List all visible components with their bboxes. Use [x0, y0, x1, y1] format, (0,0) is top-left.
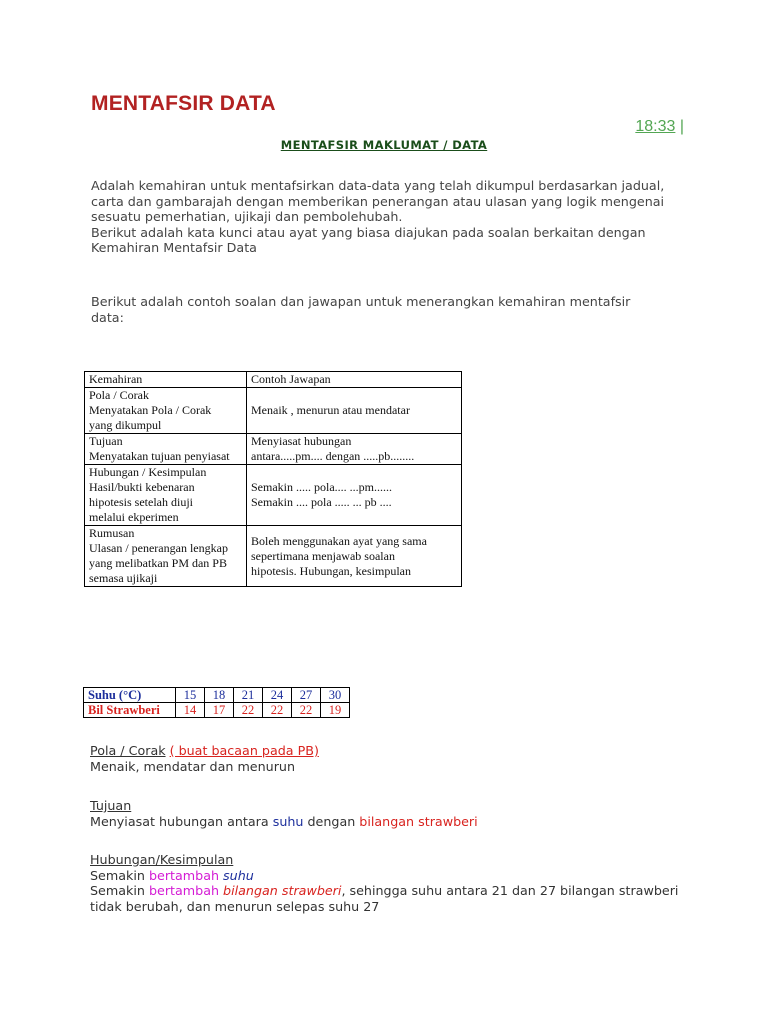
section-text [90, 883, 730, 899]
cell-line: Hasil/bukti kebenaran [89, 480, 195, 494]
keyword-bertambah: bertambah [148, 867, 220, 883]
cell-line: Semakin ..... pola.... ...pm...... [251, 480, 392, 494]
cell-line: Menyatakan tujuan penyiasat [89, 449, 230, 463]
subtitle: MENTAFSIR MAKLUMAT / DATA [280, 138, 488, 152]
answer-cell [247, 465, 462, 526]
cell-line: Ulasan / penerangan lengkap [89, 541, 228, 555]
table-row [85, 434, 462, 465]
cell-line: Menaik , menurun atau mendatar [251, 403, 410, 417]
table-row [85, 465, 462, 526]
cell-line: semasa ujikaji [89, 571, 158, 585]
time-link[interactable]: 18:33 [635, 118, 676, 135]
section-pola [90, 743, 730, 774]
text-span: Menyiasat hubungan antara [90, 813, 273, 829]
data-cell: 21 [234, 688, 263, 703]
skill-cell [85, 434, 247, 465]
keyword-bertambah: bertambah [148, 883, 220, 899]
cell-line: Tujuan [89, 434, 123, 448]
text-line: data: [91, 309, 124, 325]
data-cell: 22 [234, 703, 263, 718]
page-title: MENTAFSIR DATA [91, 92, 276, 115]
answer-cell [247, 434, 462, 465]
data-cell: 14 [176, 703, 205, 718]
temperature-row [84, 688, 350, 703]
data-cell: 22 [292, 703, 321, 718]
keyword-bilangan-strawberi: bilangan strawberi [359, 813, 478, 829]
keyword-suhu: suhu [272, 813, 304, 829]
data-cell: 24 [263, 688, 292, 703]
row-label: Suhu (°C) [84, 688, 176, 703]
text-span: dengan [303, 813, 360, 829]
text-span: Semakin [90, 883, 149, 899]
keyword-bilangan-strawberi: bilangan strawberi [219, 883, 342, 899]
section-tujuan [90, 798, 730, 829]
section-text [90, 868, 730, 884]
data-cell: 17 [205, 703, 234, 718]
text-line: Kemahiran Mentafsir Data [91, 240, 257, 256]
cell-line: yang melibatkan PM dan PB [89, 556, 227, 570]
table-header-row [85, 372, 462, 388]
cell-line: yang dikumpul [89, 418, 162, 432]
cell-line: Rumusan [89, 526, 135, 540]
data-cell: 22 [263, 703, 292, 718]
skill-cell [85, 388, 247, 434]
header-cell: Contoh Jawapan [247, 372, 462, 388]
section-heading: Pola / Corak [90, 743, 166, 758]
cell-line: sepertimana menjawab soalan [251, 548, 395, 563]
text-line: carta dan gambarajah dengan memberikan penerangan atau ulasan yang logik mengenai [91, 193, 665, 209]
cell-line: Hubungan / Kesimpulan [89, 465, 207, 479]
section-text [90, 814, 730, 830]
text-line: Adalah kemahiran untuk mentafsirkan data-data yang telah dikumpul berdasarkan jadual, [91, 178, 665, 193]
keyword-suhu: suhu [219, 867, 254, 883]
section-heading: Tujuan [90, 798, 132, 813]
data-cell: 15 [176, 688, 205, 703]
section-hubungan [90, 852, 730, 914]
skill-cell [85, 526, 247, 587]
table-row [85, 388, 462, 434]
section-heading: Hubungan/Kesimpulan [90, 852, 234, 867]
row-label: Bil Strawberi [84, 703, 176, 718]
strawberry-row [84, 703, 350, 718]
text-line: sesuatu pemerhatian, ujikaji dan pembolehubah. [91, 209, 403, 225]
data-table [83, 687, 350, 718]
cell-line: melalui ekperimen [89, 510, 179, 524]
text-line: Berikut adalah contoh soalan dan jawapan untuk menerangkan kemahiran mentafsir [91, 294, 631, 309]
answer-cell [247, 526, 462, 587]
header-cell: Kemahiran [85, 372, 247, 388]
intro-paragraph-2 [91, 294, 691, 325]
text-span: Semakin [90, 867, 149, 883]
section-text: Menaik, mendatar dan menurun [90, 758, 295, 774]
skill-cell [85, 465, 247, 526]
cell-line: antara.....pm.... dengan .....pb........ [251, 449, 415, 463]
cell-line: Pola / Corak [89, 388, 149, 402]
cell-line: Menyiasat hubungan [251, 434, 352, 448]
intro-paragraph-1 [91, 178, 691, 256]
cell-line: hipotesis setelah diuji [89, 495, 193, 509]
answer-cell [247, 388, 462, 434]
table-row [85, 526, 462, 587]
time-stamp [635, 118, 684, 136]
time-separator: | [679, 118, 684, 135]
section-text: tidak berubah, dan menurun selepas suhu 27 [90, 898, 380, 914]
section-heading-note: ( buat bacaan pada PB) [169, 743, 319, 758]
skills-table [84, 371, 462, 587]
data-cell: 19 [321, 703, 350, 718]
cell-line: Semakin .... pola ..... ... pb .... [251, 495, 392, 509]
data-cell: 30 [321, 688, 350, 703]
cell-line: hipotesis. Hubungan, kesimpulan [251, 563, 411, 578]
text-line: Berikut adalah kata kunci atau ayat yang biasa diajukan pada soalan berkaitan dengan [91, 224, 646, 240]
cell-line: Boleh menggunakan ayat yang sama [251, 533, 427, 548]
data-cell: 27 [292, 688, 321, 703]
data-cell: 18 [205, 688, 234, 703]
text-span: , sehingga suhu antara 21 dan 27 bilangan strawberi [341, 883, 679, 899]
cell-line: Menyatakan Pola / Corak [89, 403, 212, 417]
